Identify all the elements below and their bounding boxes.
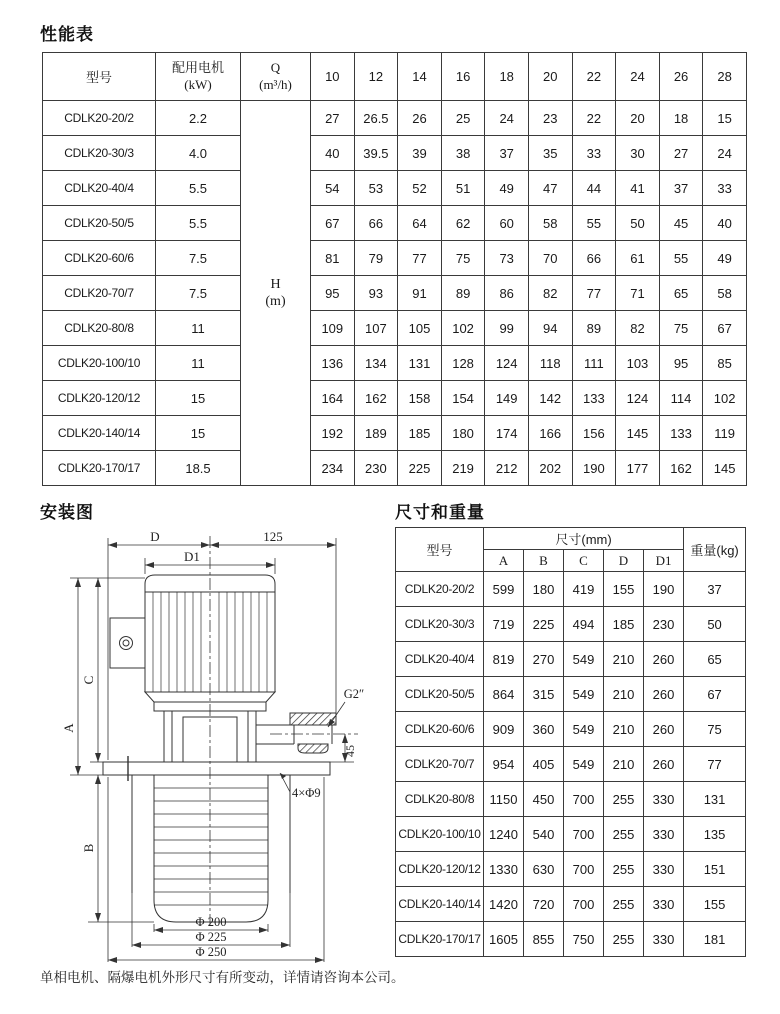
dimension-row: [396, 572, 746, 607]
head-value-cell: 124: [616, 381, 660, 416]
head-value-cell: 202: [528, 451, 572, 486]
head-value-cell: 47: [528, 171, 572, 206]
performance-row: [43, 171, 747, 206]
head-unit-cell: H (m): [241, 101, 311, 486]
dia-250-label: Φ 250: [195, 945, 227, 959]
dim-value-cell: 330: [644, 852, 684, 887]
head-value-cell: 67: [703, 311, 747, 346]
dim-value-cell: 1330: [484, 852, 524, 887]
head-value-cell: 22: [572, 101, 616, 136]
dim-label-b: B: [81, 843, 96, 853]
model-cell: CDLK20-70/7: [43, 276, 156, 311]
model-cell: CDLK20-30/3: [43, 136, 156, 171]
power-cell: 15: [156, 416, 241, 451]
model-cell: CDLK20-40/4: [43, 171, 156, 206]
head-value-cell: 89: [572, 311, 616, 346]
head-value-cell: 23: [528, 101, 572, 136]
head-value-cell: 212: [485, 451, 529, 486]
head-value-cell: 49: [703, 241, 747, 276]
head-value-cell: 114: [659, 381, 703, 416]
col-header-model: 型号: [43, 53, 156, 101]
model-cell: CDLK20-20/2: [43, 101, 156, 136]
flow-value-header: 14: [398, 53, 442, 101]
power-cell: 11: [156, 311, 241, 346]
head-value-cell: 55: [659, 241, 703, 276]
dim-value-cell: 855: [524, 922, 564, 957]
dim-value-cell: 230: [644, 607, 684, 642]
dia-225-label: Φ 225: [195, 930, 227, 944]
head-value-cell: 58: [528, 206, 572, 241]
head-value-cell: 164: [311, 381, 355, 416]
head-value-cell: 66: [572, 241, 616, 276]
dim-value-cell: 225: [524, 607, 564, 642]
dimension-row: [396, 677, 746, 712]
head-value-cell: 27: [311, 101, 355, 136]
dim-value-cell: 750: [564, 922, 604, 957]
head-value-cell: 136: [311, 346, 355, 381]
head-value-cell: 192: [311, 416, 355, 451]
dim-value-cell: 819: [484, 642, 524, 677]
dim-col-header-d1: D1: [644, 550, 684, 572]
dim-value-cell: 540: [524, 817, 564, 852]
head-value-cell: 15: [703, 101, 747, 136]
dim-value-cell: 255: [604, 852, 644, 887]
dimension-row: [396, 712, 746, 747]
model-cell: CDLK20-100/10: [43, 346, 156, 381]
flow-value-header: 26: [659, 53, 703, 101]
head-value-cell: 103: [616, 346, 660, 381]
head-value-cell: 91: [398, 276, 442, 311]
head-value-cell: 39.5: [354, 136, 398, 171]
head-value-cell: 180: [441, 416, 485, 451]
head-value-cell: 105: [398, 311, 442, 346]
dim-label-c: C: [81, 675, 96, 685]
col-header-motor: [156, 53, 241, 101]
dim-value-cell: 700: [564, 782, 604, 817]
head-value-cell: 73: [485, 241, 529, 276]
head-value-cell: 70: [528, 241, 572, 276]
col-header-weight: 重量(kg): [684, 528, 746, 572]
dimension-row: [396, 782, 746, 817]
head-value-cell: 107: [354, 311, 398, 346]
head-value-cell: 177: [616, 451, 660, 486]
head-value-cell: 156: [572, 416, 616, 451]
head-value-cell: 81: [311, 241, 355, 276]
dim-value-cell: 1605: [484, 922, 524, 957]
dim-col-header-a: A: [484, 550, 524, 572]
port-thread-label: G2″: [343, 687, 365, 701]
head-value-cell: 162: [659, 451, 703, 486]
head-value-cell: 99: [485, 311, 529, 346]
dim-value-cell: 190: [644, 572, 684, 607]
dim-value-cell: 260: [644, 677, 684, 712]
model-cell: CDLK20-80/8: [396, 782, 484, 817]
head-value-cell: 102: [441, 311, 485, 346]
head-value-cell: 82: [616, 311, 660, 346]
dim-value-cell: 864: [484, 677, 524, 712]
dim-value-cell: 700: [564, 852, 604, 887]
dia-200-label: Φ 200: [195, 915, 227, 929]
model-cell: CDLK20-170/17: [396, 922, 484, 957]
model-cell: CDLK20-40/4: [396, 642, 484, 677]
head-value-cell: 20: [616, 101, 660, 136]
model-cell: CDLK20-20/2: [396, 572, 484, 607]
head-value-cell: 75: [441, 241, 485, 276]
head-value-cell: 35: [528, 136, 572, 171]
dim-value-cell: 255: [604, 817, 644, 852]
head-value-cell: 111: [572, 346, 616, 381]
flow-value-header: 16: [441, 53, 485, 101]
col-header-flow: [241, 53, 311, 101]
head-value-cell: 82: [528, 276, 572, 311]
performance-row: [43, 206, 747, 241]
head-value-cell: 230: [354, 451, 398, 486]
head-value-cell: 134: [354, 346, 398, 381]
head-value-cell: 131: [398, 346, 442, 381]
dim-value-cell: 210: [604, 747, 644, 782]
head-value-cell: 33: [703, 171, 747, 206]
weight-cell: 135: [684, 817, 746, 852]
head-value-cell: 142: [528, 381, 572, 416]
model-cell: CDLK20-100/10: [396, 817, 484, 852]
power-cell: 7.5: [156, 241, 241, 276]
dim-value-cell: 1420: [484, 887, 524, 922]
model-cell: CDLK20-120/12: [43, 381, 156, 416]
head-value-cell: 67: [311, 206, 355, 241]
dim-value-cell: 210: [604, 712, 644, 747]
dim-label-d: D: [150, 530, 160, 544]
head-value-cell: 85: [703, 346, 747, 381]
bracket-leg-left: [164, 711, 172, 762]
performance-row: [43, 136, 747, 171]
weight-cell: 67: [684, 677, 746, 712]
head-value-cell: 44: [572, 171, 616, 206]
head-value-cell: 77: [398, 241, 442, 276]
head-value-cell: 118: [528, 346, 572, 381]
dim-value-cell: 720: [524, 887, 564, 922]
dim-value-cell: 185: [604, 607, 644, 642]
dim-value-cell: 255: [604, 887, 644, 922]
head-value-cell: 25: [441, 101, 485, 136]
dimension-row: [396, 607, 746, 642]
head-value-cell: 38: [441, 136, 485, 171]
performance-row: [43, 451, 747, 486]
head-value-cell: 79: [354, 241, 398, 276]
head-value-cell: 40: [703, 206, 747, 241]
head-value-cell: 75: [659, 311, 703, 346]
head-value-cell: 37: [485, 136, 529, 171]
head-value-cell: 154: [441, 381, 485, 416]
performance-table: [42, 52, 747, 486]
dim-value-cell: 599: [484, 572, 524, 607]
head-value-cell: 119: [703, 416, 747, 451]
model-cell: CDLK20-170/17: [43, 451, 156, 486]
performance-row: [43, 101, 747, 136]
bolt-holes-label: 4×Φ9: [292, 786, 321, 800]
head-value-cell: 53: [354, 171, 398, 206]
weight-cell: 65: [684, 642, 746, 677]
col-header-dims: 尺寸(mm): [484, 528, 684, 550]
head-value-cell: 185: [398, 416, 442, 451]
dimensions-table-title: 尺寸和重量: [395, 503, 485, 522]
head-value-cell: 62: [441, 206, 485, 241]
head-value-cell: 64: [398, 206, 442, 241]
dim-label-125: 125: [263, 530, 283, 544]
head-value-cell: 145: [616, 416, 660, 451]
head-value-cell: 51: [441, 171, 485, 206]
performance-table-title: 性能表: [40, 25, 94, 44]
dimensions-weight-table: [395, 527, 746, 957]
performance-row: [43, 381, 747, 416]
model-cell: CDLK20-50/5: [396, 677, 484, 712]
performance-row: [43, 416, 747, 451]
head-value-cell: 49: [485, 171, 529, 206]
power-cell: 18.5: [156, 451, 241, 486]
weight-cell: 75: [684, 712, 746, 747]
head-value-cell: 133: [572, 381, 616, 416]
dim-col-header-d: D: [604, 550, 644, 572]
footnote: 单相电机、隔爆电机外形尺寸有所变动，详情请咨询本公司。: [40, 970, 405, 985]
dim-value-cell: 180: [524, 572, 564, 607]
dim-value-cell: 1240: [484, 817, 524, 852]
dim-value-cell: 549: [564, 747, 604, 782]
dim-value-cell: 255: [604, 922, 644, 957]
head-value-cell: 26: [398, 101, 442, 136]
head-value-cell: 55: [572, 206, 616, 241]
dim-value-cell: 954: [484, 747, 524, 782]
dim-value-cell: 360: [524, 712, 564, 747]
head-value-cell: 24: [703, 136, 747, 171]
head-value-cell: 158: [398, 381, 442, 416]
model-cell: CDLK20-70/7: [396, 747, 484, 782]
motor-header-line2: (kW): [184, 76, 212, 92]
dim-value-cell: 255: [604, 782, 644, 817]
model-cell: CDLK20-60/6: [43, 241, 156, 276]
head-value-cell: 94: [528, 311, 572, 346]
flow-value-header: 12: [354, 53, 398, 101]
flow-value-header: 22: [572, 53, 616, 101]
power-cell: 7.5: [156, 276, 241, 311]
performance-row: [43, 346, 747, 381]
head-value-cell: 225: [398, 451, 442, 486]
motor-header-line1: 配用电机: [171, 59, 224, 75]
port-lip: [298, 744, 328, 753]
model-cell: CDLK20-80/8: [43, 311, 156, 346]
dim-value-cell: 450: [524, 782, 564, 817]
dim-value-cell: 494: [564, 607, 604, 642]
head-value-cell: 41: [616, 171, 660, 206]
weight-cell: 155: [684, 887, 746, 922]
head-value-cell: 24: [485, 101, 529, 136]
dims-header-row-1: [396, 528, 746, 550]
power-cell: 15: [156, 381, 241, 416]
head-value-cell: 77: [572, 276, 616, 311]
dim-value-cell: 330: [644, 887, 684, 922]
col-header-model: 型号: [396, 528, 484, 572]
dim-value-cell: 330: [644, 922, 684, 957]
dim-col-header-c: C: [564, 550, 604, 572]
head-value-cell: 18: [659, 101, 703, 136]
head-value-cell: 30: [616, 136, 660, 171]
dim-value-cell: 630: [524, 852, 564, 887]
flow-value-header: 24: [616, 53, 660, 101]
head-value-cell: 37: [659, 171, 703, 206]
head-value-cell: 52: [398, 171, 442, 206]
head-value-cell: 61: [616, 241, 660, 276]
dim-col-header-b: B: [524, 550, 564, 572]
dimension-row: [396, 747, 746, 782]
dim-value-cell: 155: [604, 572, 644, 607]
bracket-leg-right: [248, 711, 256, 762]
weight-cell: 151: [684, 852, 746, 887]
dim-value-cell: 405: [524, 747, 564, 782]
dimension-row: [396, 817, 746, 852]
head-value-cell: 54: [311, 171, 355, 206]
model-cell: CDLK20-140/14: [43, 416, 156, 451]
head-value-cell: 71: [616, 276, 660, 311]
head-value-cell: 65: [659, 276, 703, 311]
head-value-cell: 33: [572, 136, 616, 171]
dim-value-cell: 260: [644, 642, 684, 677]
head-value-cell: 128: [441, 346, 485, 381]
head-value-cell: 109: [311, 311, 355, 346]
head-value-cell: 95: [659, 346, 703, 381]
performance-row: [43, 311, 747, 346]
dim-value-cell: 549: [564, 677, 604, 712]
performance-row: [43, 276, 747, 311]
head-value-cell: 145: [703, 451, 747, 486]
dim-value-cell: 700: [564, 817, 604, 852]
cable-entry-icon: [120, 637, 133, 650]
head-value-cell: 162: [354, 381, 398, 416]
dim-value-cell: 260: [644, 712, 684, 747]
dim-label-a: A: [61, 723, 76, 733]
model-cell: CDLK20-140/14: [396, 887, 484, 922]
head-value-cell: 40: [311, 136, 355, 171]
power-cell: 5.5: [156, 206, 241, 241]
head-value-cell: 86: [485, 276, 529, 311]
head-value-cell: 149: [485, 381, 529, 416]
flow-header-line1: Q: [270, 59, 281, 75]
dimension-row: [396, 852, 746, 887]
power-cell: 11: [156, 346, 241, 381]
power-cell: 4.0: [156, 136, 241, 171]
head-value-cell: 234: [311, 451, 355, 486]
weight-cell: 181: [684, 922, 746, 957]
dim-value-cell: 419: [564, 572, 604, 607]
flow-value-header: 10: [311, 53, 355, 101]
junction-box: [110, 618, 145, 668]
head-value-cell: 50: [616, 206, 660, 241]
weight-cell: 37: [684, 572, 746, 607]
weight-cell: 50: [684, 607, 746, 642]
stage-lines: [154, 788, 268, 905]
pump-installation-drawing: [40, 530, 390, 966]
head-value-cell: 166: [528, 416, 572, 451]
head-value-cell: 26.5: [354, 101, 398, 136]
head-value-cell: 190: [572, 451, 616, 486]
head-value-cell: 27: [659, 136, 703, 171]
head-value-cell: 60: [485, 206, 529, 241]
head-value-cell: 133: [659, 416, 703, 451]
model-cell: CDLK20-60/6: [396, 712, 484, 747]
head-value-cell: 102: [703, 381, 747, 416]
dim-value-cell: 270: [524, 642, 564, 677]
mounting-flange: [103, 762, 330, 775]
head-value-cell: 124: [485, 346, 529, 381]
flow-header-line2: (m³/h): [259, 76, 292, 92]
installation-diagram-title: 安装图: [40, 503, 94, 522]
dim-value-cell: 210: [604, 677, 644, 712]
dim-label-d1: D1: [184, 549, 200, 564]
dim-value-cell: 210: [604, 642, 644, 677]
model-cell: CDLK20-30/3: [396, 607, 484, 642]
head-value-cell: 66: [354, 206, 398, 241]
dim-value-cell: 260: [644, 747, 684, 782]
head-value-cell: 39: [398, 136, 442, 171]
dim-value-cell: 719: [484, 607, 524, 642]
dim-value-cell: 330: [644, 782, 684, 817]
flow-value-header: 18: [485, 53, 529, 101]
dim-label-45: 45: [343, 745, 357, 757]
dim-value-cell: 549: [564, 642, 604, 677]
dim-value-cell: 700: [564, 887, 604, 922]
dimension-row: [396, 887, 746, 922]
flow-value-header: 28: [703, 53, 747, 101]
dimension-row: [396, 642, 746, 677]
power-cell: 2.2: [156, 101, 241, 136]
head-value-cell: 58: [703, 276, 747, 311]
head-value-cell: 45: [659, 206, 703, 241]
dim-value-cell: 1150: [484, 782, 524, 817]
head-value-cell: 89: [441, 276, 485, 311]
power-cell: 5.5: [156, 171, 241, 206]
model-cell: CDLK20-120/12: [396, 852, 484, 887]
head-value-cell: 95: [311, 276, 355, 311]
head-value-cell: 189: [354, 416, 398, 451]
performance-row: [43, 241, 747, 276]
flow-value-header: 20: [528, 53, 572, 101]
dim-value-cell: 909: [484, 712, 524, 747]
head-value-cell: 174: [485, 416, 529, 451]
dim-value-cell: 315: [524, 677, 564, 712]
performance-header-row: [43, 53, 747, 101]
weight-cell: 77: [684, 747, 746, 782]
dimension-row: [396, 922, 746, 957]
weight-cell: 131: [684, 782, 746, 817]
head-value-cell: 93: [354, 276, 398, 311]
model-cell: CDLK20-50/5: [43, 206, 156, 241]
head-value-cell: 219: [441, 451, 485, 486]
dim-value-cell: 330: [644, 817, 684, 852]
dim-value-cell: 549: [564, 712, 604, 747]
stage-barrel: [154, 775, 268, 922]
